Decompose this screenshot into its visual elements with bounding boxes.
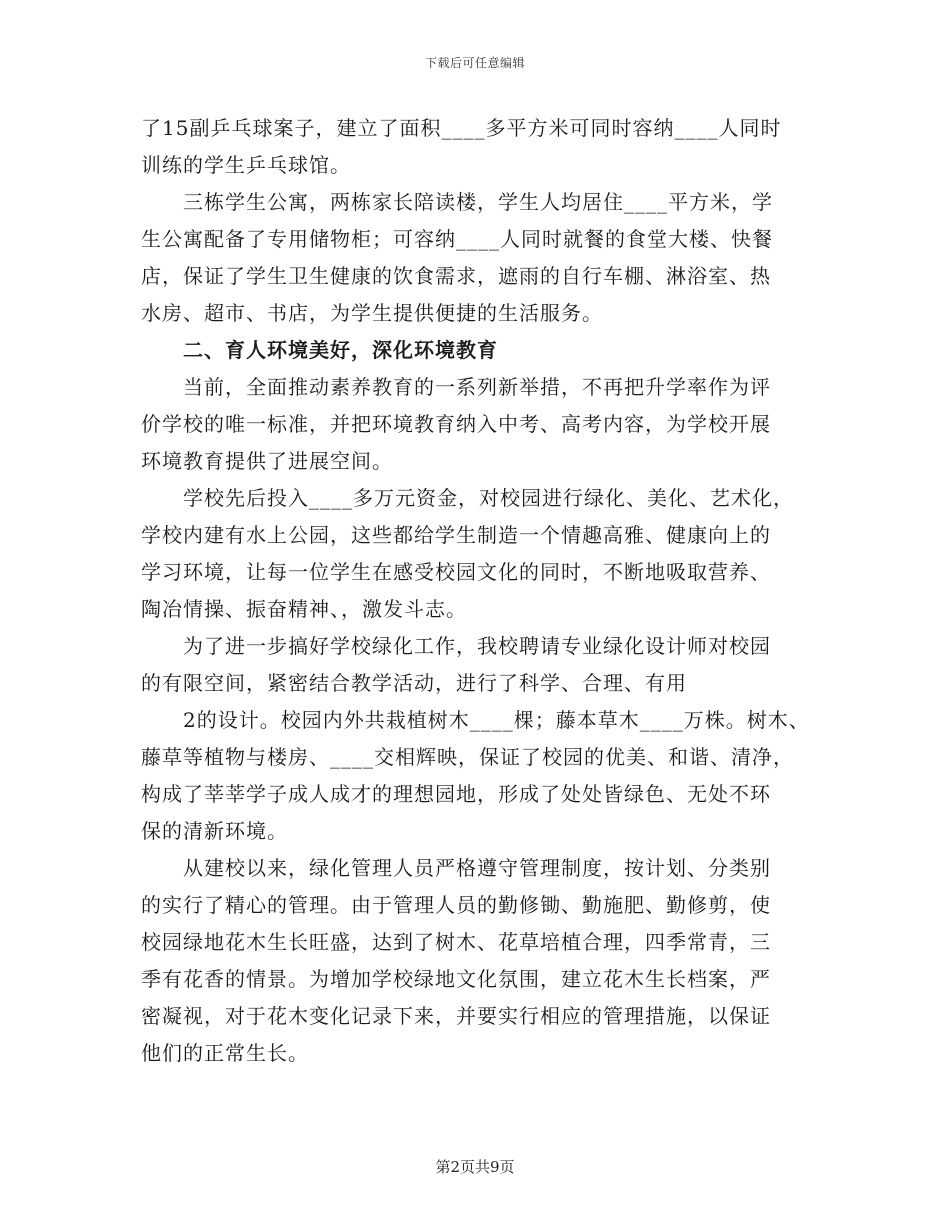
text-line: 从建校以来，绿化管理人员严格遵守管理制度，按计划、分类别 xyxy=(141,856,771,880)
text-line: 学习环境，让每一位学生在感受校园文化的同时，不断地吸取营养、 xyxy=(141,560,771,584)
text-line: 环境教育提供了进展空间。 xyxy=(141,449,393,473)
text-line: 学校先后投入____多万元资金，对校园进行绿化、美化、艺术化， xyxy=(141,486,794,510)
text-line: 店，保证了学生卫生健康的饮食需求，遮雨的自行车棚、淋浴室、热 xyxy=(141,264,771,288)
text-line: 季有花香的情景。为增加学校绿地文化氛围，建立花木生长档案，严 xyxy=(141,967,771,991)
text-line: 为了进一步搞好学校绿化工作，我校聘请专业绿化设计师对校园 xyxy=(141,634,771,658)
text-line: 价学校的唯一标准，并把环境教育纳入中考、高考内容，为学校开展 xyxy=(141,412,771,436)
document-body xyxy=(141,110,821,1072)
text-line: 的有限空间，紧密结合教学活动，进行了科学、合理、有用 xyxy=(141,671,687,695)
text-line: 陶冶情操、振奋精神、，激发斗志。 xyxy=(141,597,467,621)
text-line: 藤草等植物与楼房、____交相辉映，保证了校园的优美、和谐、清净， xyxy=(141,745,794,769)
section-heading: 二、育人环境美好，深化环境教育 xyxy=(141,338,498,362)
text-line: 密凝视，对于花木变化记录下来，并要实行相应的管理措施，以保证 xyxy=(141,1004,771,1028)
text-line: 构成了莘莘学子成人成才的理想园地，形成了处处皆绿色、无处不环 xyxy=(141,782,771,806)
text-line: 校园绿地花木生长旺盛，达到了树木、花草培植合理，四季常青，三 xyxy=(141,930,771,954)
page-header: 下载后可任意编辑 xyxy=(424,56,525,70)
text-line: 水房、超市、书店，为学生提供便捷的生活服务。 xyxy=(141,301,603,325)
text-line: 他们的正常生长。 xyxy=(141,1041,309,1065)
text-line: 2的设计。校园内外共栽植树木____棵；藤本草木____万株。树木、 xyxy=(141,708,810,732)
text-line: 三栋学生公寓，两栋家长陪读楼，学生人均居住____平方米，学 xyxy=(141,190,773,214)
text-line: 保的清新环境。 xyxy=(141,819,288,843)
text-line: 训练的学生乒乓球馆。 xyxy=(141,153,351,177)
text-line: 了15副乒乓球案子，建立了面积____多平方米可同时容纳____人同时 xyxy=(141,116,782,140)
page-number: 第2页共9页 xyxy=(435,1158,515,1176)
text-line: 生公寓配备了专用储物柜；可容纳____人同时就餐的食堂大楼、快餐 xyxy=(141,227,773,251)
text-line: 学校内建有水上公园，这些都给学生制造一个情趣高雅、健康向上的 xyxy=(141,523,771,547)
text-line: 的实行了精心的管理。由于管理人员的勤修锄、勤施肥、勤修剪，使 xyxy=(141,893,771,917)
text-line: 当前，全面推动素养教育的一系列新举措，不再把升学率作为评 xyxy=(141,375,771,399)
